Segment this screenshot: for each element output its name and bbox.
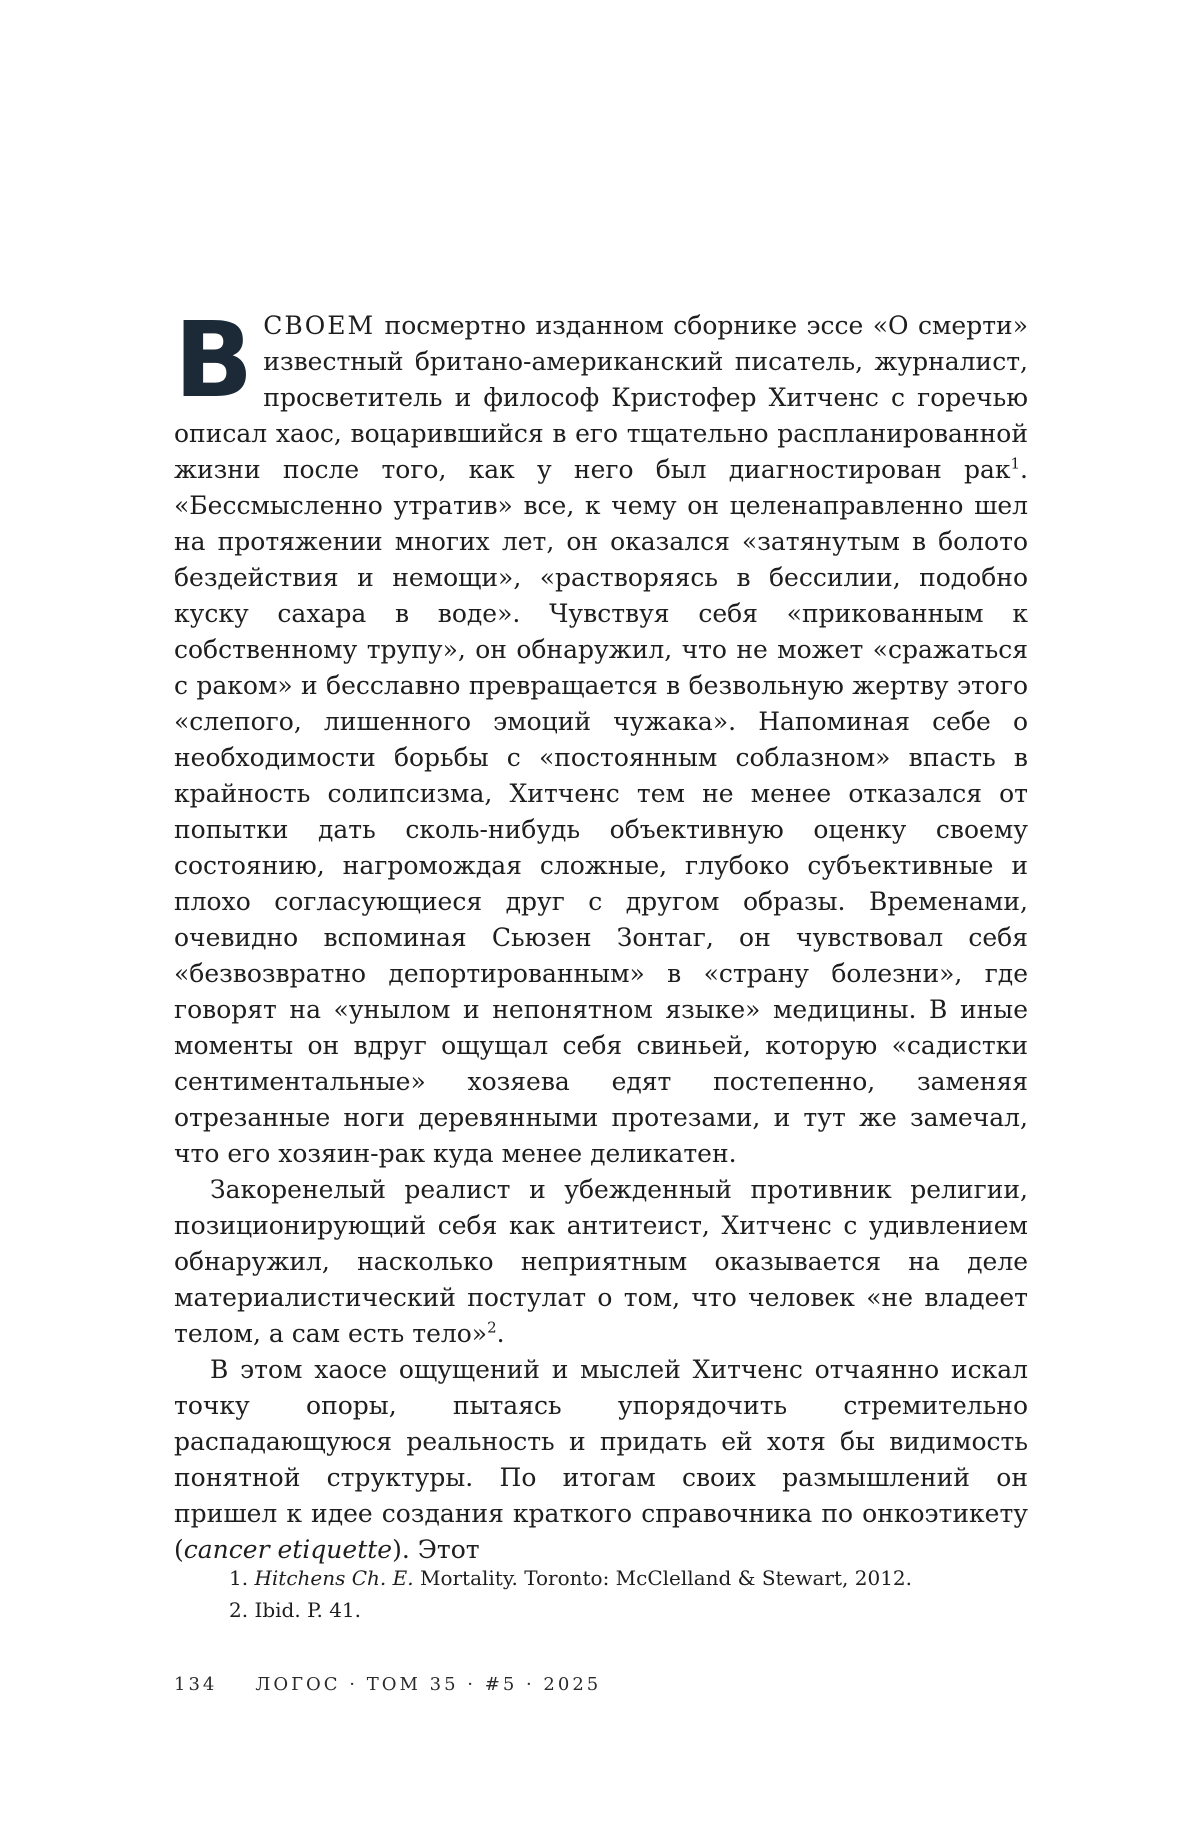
footnote-ref-2[interactable]: 2: [487, 1318, 497, 1337]
footnote-text: Ibid. P. 41.: [254, 1598, 361, 1622]
page-number: 134: [174, 1674, 218, 1695]
paragraph-3-text-a: В этом хаосе ощущений и мыслей Хитченс отчаянно искал точку опоры, пытаясь упорядочить стремительно распадающуюся реальность и придать ей хотя бы видимость понятной структуры. По итогам своих размышлений он пришел к идее создания краткого справочника по онкоэтикету (: [174, 1355, 1028, 1564]
footnote-author: Hitchens Ch. E.: [254, 1566, 414, 1590]
paragraph-2: [174, 1172, 1028, 1352]
footnote-1: [229, 1562, 1029, 1594]
paragraph-2-text-a: Закоренелый реалист и убежденный противник религии, позиционирующий себя как антитеист, Хитченс с удивлением обнаружил, насколько неприятным оказывается на деле материалистический постулат о том, что человек «не владеет телом, а сам есть тело»: [174, 1175, 1028, 1348]
paragraph-3-italic: cancer etiquette: [183, 1535, 393, 1564]
page-footer: [174, 1674, 639, 1695]
paragraph-3: [174, 1352, 1028, 1568]
footnotes: [229, 1562, 1029, 1626]
paragraph-3-text-b: ). Этот: [392, 1535, 480, 1564]
paragraph-1-text-b: . «Бессмысленно утратив» все, к чему он целенаправленно шел на протяжении многих лет, он оказался «затянутым в болото бездействия и немощи», «растворяясь в бессилии, подобно куску сахара в воде». Чувствуя себя «прикованным к собственному трупу», он обнаружил, что не может «сражаться с раком» и бесславно превращается в безвольную жертву этого «слепого, лишенного эмоций чужака». Напоминая себе о необходимости борьбы с «постоянным соблазном» впасть в крайность солипсизма, Хитченс тем не менее отказался от попытки дать сколь-нибудь объективную оценку своему состоянию, нагромождая сложные, глубоко субъективные и плохо согласующиеся друг с другом образы. Временами, очевидно вспоминая Сьюзен Зонтаг, он чувствовал себя «безвозвратно депортированным» в «страну болезни», где говорят на «унылом и непонятном языке» медицины. В иные моменты он вдруг ощущал себя свиньей, которую «садистки сентиментальные» хозяева едят постепенно, заменяя отрезанные ноги деревянными протезами, и тут же замечал, что его хозяин-рак куда менее деликатен.: [174, 455, 1028, 1168]
paragraph-1-text-a: посмертно изданном сборнике эссе «О смерти» известный британо-американский писатель, журналист, просветитель и философ Кристофер Хитченс с горечью описал хаос, воцарившийся в его тщательно распланированной жизни после того, как у него был диагностирован рак: [174, 311, 1028, 484]
footnote-number: 2.: [229, 1598, 249, 1622]
footnote-text: Mortality. Toronto: McClelland & Stewart, 2012.: [413, 1566, 912, 1590]
article-body: [174, 299, 1028, 1568]
running-head: ЛОГОС · ТОМ 35 · #5 · 2025: [255, 1674, 602, 1695]
lead-words: СВОЕМ: [263, 311, 376, 340]
paragraph-1: [174, 299, 1028, 1172]
footnote-2: [229, 1594, 1029, 1626]
drop-cap: В: [174, 299, 254, 421]
paragraph-2-text-b: .: [496, 1319, 505, 1348]
footnote-ref-1[interactable]: 1: [1010, 454, 1021, 473]
footnote-number: 1.: [229, 1566, 249, 1590]
